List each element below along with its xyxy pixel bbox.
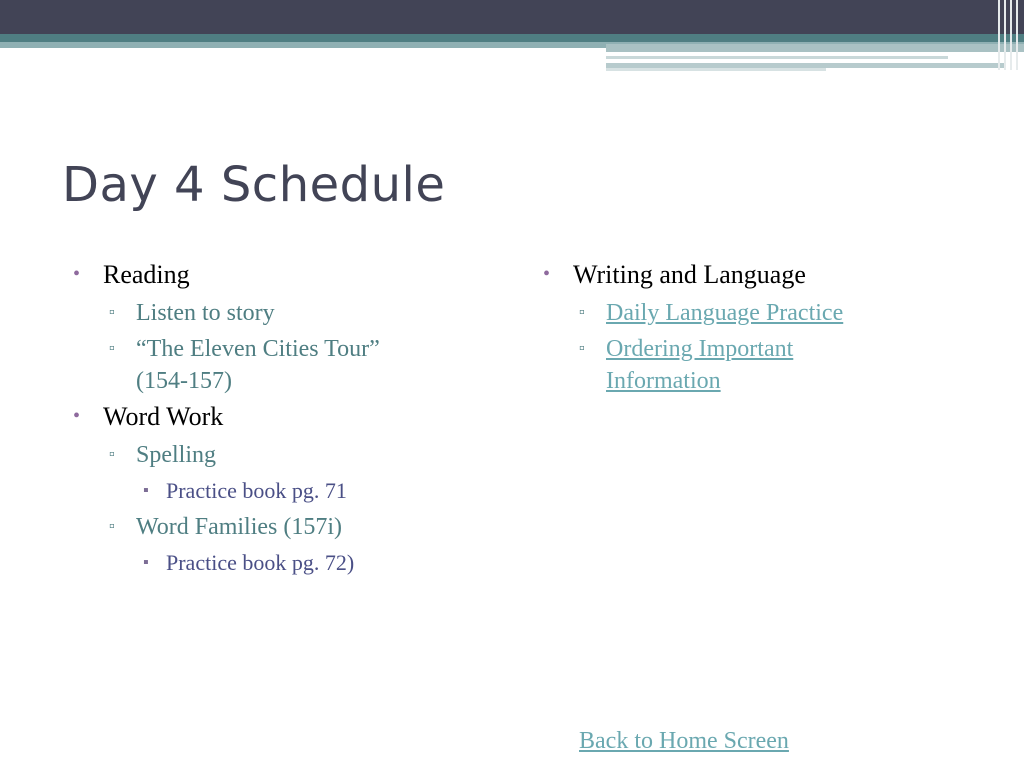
header-right-stripes: [994, 0, 1024, 70]
word-families-practice-text: Practice book pg. 72): [166, 550, 355, 575]
ordering-link-line1: Ordering Important: [606, 336, 794, 362]
bullet-square-icon: ▫: [109, 304, 115, 321]
header-band-thin: [606, 68, 826, 71]
header-band-thin: [606, 56, 948, 59]
list-item-ordering: [543, 333, 973, 397]
listen-label: Listen to story: [136, 300, 275, 326]
list-item-spelling-practice: [73, 475, 503, 506]
daily-language-practice-link[interactable]: Daily Language Practice: [606, 300, 844, 326]
list-item-word-families: [73, 511, 503, 543]
right-column: [543, 259, 973, 401]
story-title: “The Eleven Cities Tour”: [136, 336, 380, 362]
bullet-square-icon: ▫: [109, 340, 115, 357]
slide-title: Day 4 Schedule: [62, 157, 446, 213]
list-item-listen: [73, 297, 503, 329]
word-families-label: Word Families (157i): [136, 514, 343, 540]
bullet-square-icon: ▫: [109, 518, 115, 535]
ordering-link-line2: Information: [606, 368, 721, 394]
spelling-label: Spelling: [136, 442, 217, 468]
list-item-reading: [73, 259, 503, 290]
back-to-home-link[interactable]: Back to Home Screen: [579, 728, 789, 754]
bullet-square-icon: ▫: [579, 340, 585, 357]
list-item-spelling: [73, 439, 503, 471]
word-work-label: Word Work: [103, 402, 224, 431]
spelling-practice-text: Practice book pg. 71: [166, 478, 347, 503]
bullet-square-icon: ▫: [109, 446, 115, 463]
reading-label: Reading: [103, 260, 190, 289]
ordering-important-information-link[interactable]: [606, 336, 793, 394]
list-item-writing: [543, 259, 973, 290]
list-item-daily-practice: [543, 297, 973, 329]
list-item-word-families-practice: [73, 547, 503, 578]
bullet-small-dot-icon: ▪: [143, 482, 149, 499]
writing-label: Writing and Language: [573, 260, 806, 289]
header-band-dark: [0, 0, 1024, 34]
bullet-small-dot-icon: ▪: [143, 554, 149, 571]
bullet-dot-icon: •: [73, 263, 81, 285]
bullet-dot-icon: •: [543, 263, 551, 285]
bullet-square-icon: ▫: [579, 304, 585, 321]
list-item-word-work: [73, 401, 503, 432]
list-item-story: [73, 333, 503, 397]
story-pages: (154-157): [136, 368, 232, 394]
left-column: [73, 259, 503, 583]
bullet-dot-icon: •: [73, 405, 81, 427]
header-band-right-block: [606, 44, 1024, 52]
